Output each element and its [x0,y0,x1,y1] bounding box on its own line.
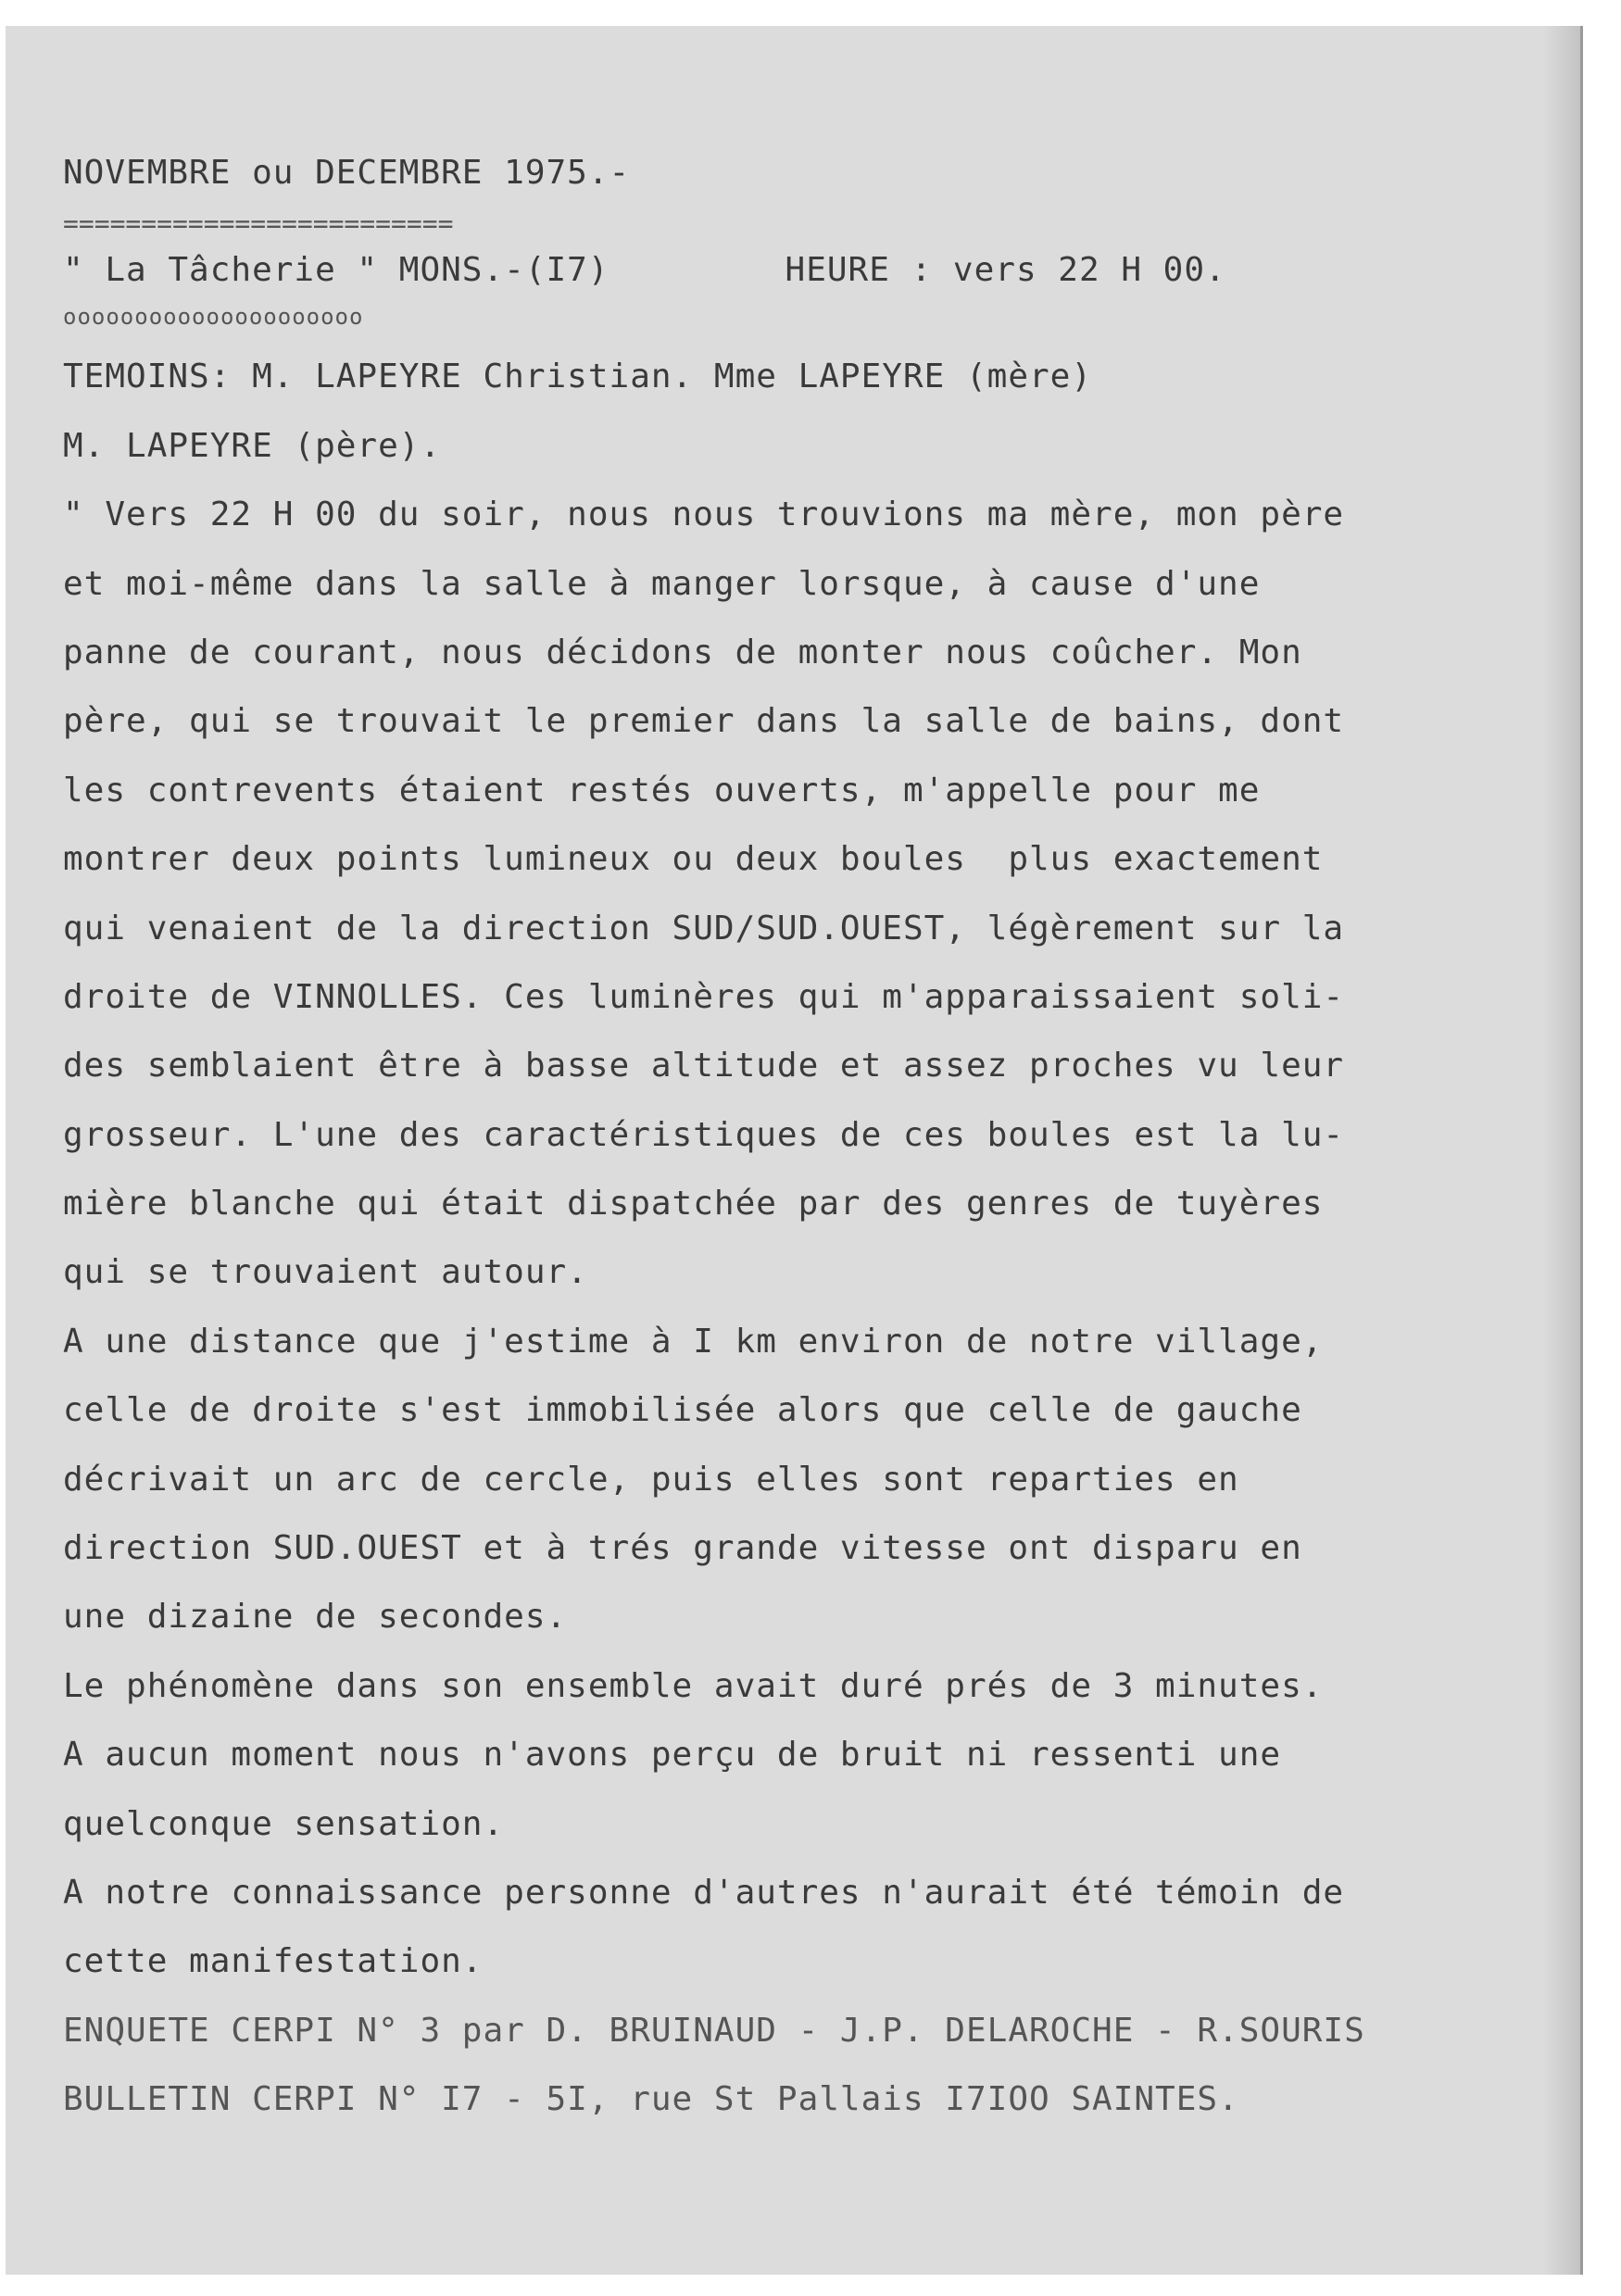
body-line: les contrevents étaient restés ouverts, m'appelle pour me [63,771,1261,809]
body-line: A notre connaissance personne d'autres n'aurait été témoin de [63,1873,1345,1912]
testimony-body [63,481,1564,1997]
body-line: une dizaine de secondes. [63,1598,568,1637]
body-line: panne de courant, nous décidons de monter nous coûcher. Mon [63,633,1302,671]
body-line: mière blanche qui était dispatchée par des genres de tuyères [63,1185,1324,1223]
body-line: droite de VINNOLLES. Ces luminères qui m'apparaissaient soli- [63,977,1345,1016]
survey-credit: ENQUETE CERPI N° 3 par D. BRUINAUD - J.P. DELAROCHE - R.SOURIS [63,2011,1365,2050]
body-line: celle de droite s'est immobilisée alors que celle de gauche [63,1391,1302,1430]
place-underline: ooooooooooooooooooooo [63,304,364,331]
body-line: Le phénomène dans son ensemble avait duré prés de 3 minutes. [63,1666,1324,1705]
body-line: décrivait un arc de cercle, puis elles sont reparties en [63,1460,1239,1499]
body-line: " Vers 22 H 00 du soir, nous nous trouvions ma mère, mon père [63,496,1345,534]
time-label: HEURE : vers 22 H 00. [785,251,1226,290]
body-line: et moi-même dans la salle à manger lorsque, à cause d'une [63,564,1261,603]
body-line: cette manifestation. [63,1942,484,1981]
body-line: direction SUD.OUEST et à trés grande vitesse ont disparu en [63,1529,1302,1568]
body-line: quelconque sensation. [63,1804,505,1843]
body-line: qui se trouvaient autour. [63,1253,588,1292]
heading-underline: ========================= [63,208,454,240]
witnesses-line-1: TEMOINS: M. LAPEYRE Christian. Mme LAPEYRE (mère) [63,358,1093,396]
typed-report [63,139,1564,2135]
body-line: A une distance que j'estime à I km environ de notre village, [63,1322,1324,1361]
body-line: montrer deux points lumineux ou deux boules plus exactement [63,840,1324,879]
witnesses-line-2: M. LAPEYRE (père). [63,426,442,465]
date-heading: NOVEMBRE ou DECEMBRE 1975.- [63,154,631,192]
body-line: A aucun moment nous n'avons perçu de bruit ni ressenti une [63,1736,1282,1775]
place-time-row [63,241,1564,300]
bulletin-address: BULLETIN CERPI N° I7 - 5I, rue St Pallais I7IOO SAINTES. [63,2080,1239,2119]
body-line: qui venaient de la direction SUD/SUD.OUEST, légèrement sur la [63,909,1345,947]
body-line: père, qui se trouvait le premier dans la salle de bains, dont [63,702,1345,741]
place-label: " La Tâcherie " MONS.-(I7) [63,251,609,290]
body-line: grosseur. L'une des caractéristiques de ces boules est la lu- [63,1115,1345,1154]
body-line: des semblaient être à basse altitude et assez proches vu leur [63,1047,1345,1085]
